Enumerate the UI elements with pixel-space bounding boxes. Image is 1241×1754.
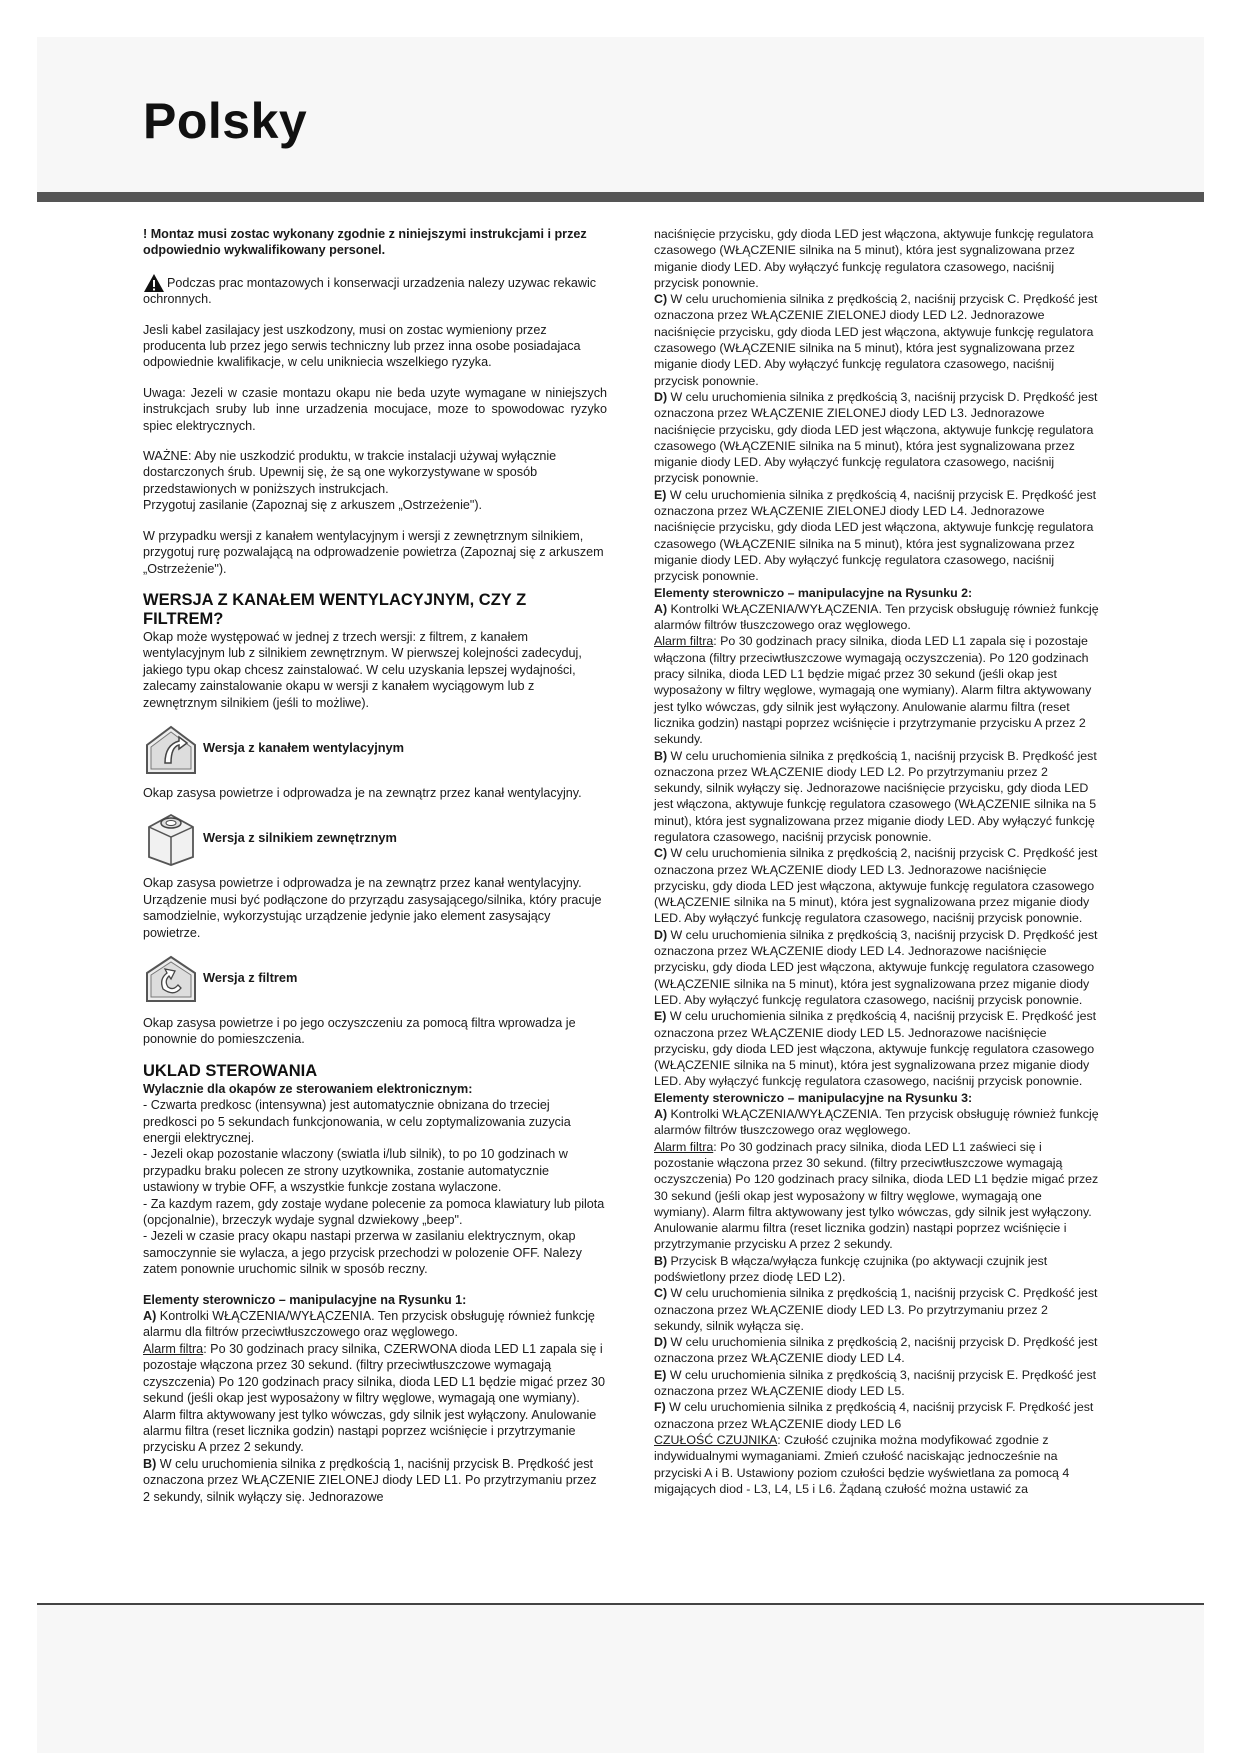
- warning-paragraph: Podczas prac montazowych i konserwacji urzadzenia nalezy uzywac rekawic ochronnych.: [143, 275, 597, 307]
- r3-item-f: F) W celu uruchomienia silnika z prędkością 4, naciśnij przycisk F. Prędkość jest oznaczona przez WŁĄCZENIE diody LED L6: [654, 1400, 1094, 1431]
- motor-version-label: Wersja z silnikiem zewnętrznym: [203, 830, 397, 846]
- uklad-item-2: - Jezeli okap pozostanie wlaczony (swiatla i/lub silnik), to po 10 godzinach w przypadku braku polecen ze strony uzytkownika, zostanie automatycznie ustawiony w trybie OFF, a wszystkie funkcje zostana wylaczone.: [143, 1147, 568, 1195]
- r3-item-a: A) Kontrolki WŁĄCZENIA/WYŁĄCZENIA. Ten przycisk obsługuję również funkcję alarmów filtrów tłuszczowego oraz węglowego.: [654, 1107, 1099, 1138]
- footer-band: [37, 1603, 1204, 1753]
- wersja-paragraph: W przypadku wersji z kanałem wentylacyjnym i wersji z zewnętrznym silnikiem, przygotuj rurę pozwalającą na odprowadzenie powietrza (Zapoznaj się z arkuszem „Ostrzeżenie").: [143, 528, 604, 576]
- rysunek-2-heading: Elementy sterowniczo – manipulacyjne na Rysunku 2:: [654, 585, 973, 600]
- r1-item-d: D) W celu uruchomienia silnika z prędkością 3, naciśnij przycisk D. Prędkość jest oznaczona przez WŁĄCZENIE ZIELONEJ diody LED L3. Jednorazowe naciśnięcie przycisku, gdy dioda LED jest włączona, aktywuje funkcję regulatora czasowego (WŁĄCZENIE silnika na 5 minut), która jest sygnalizowana przez miganie diody LED. Aby wyłączyć funkcję regulatora czasowego, naciśnij przycisk ponownie.: [654, 389, 1098, 486]
- version-filter-row: [143, 949, 607, 1007]
- r2-alarm: Alarm filtra: Po 30 godzinach pracy silnika, dioda LED L1 zapala się i pozostaje włączona (filtry przeciwtłuszczowe wymagają oczyszczenia). Po 120 godzinach pracy silnika, dioda LED L1 będzie migać przez 30 sekund (jeśli okap jest wyposażony w filtry węglowe, wymagają one wymiany). Alarm filtra aktywowany jest tylko wówczas, gdy silnik jest wyłączony. Anulowanie alarmu filtra (reset licznika godzin) nastąpi poprzez wciśnięcie i przytrzymanie przycisku A przez 2 sekundy.: [654, 634, 1092, 747]
- warning-triangle-icon: [143, 273, 165, 293]
- r3-item-d: D) W celu uruchomienia silnika z prędkością 2, naciśnij przycisk D. Prędkość jest oznaczona przez WŁĄCZENIE diody LED L4.: [654, 1335, 1098, 1366]
- r1-item-e: E) W celu uruchomienia silnika z prędkością 4, naciśnij przycisk E. Prędkość jest oznaczona przez WŁĄCZENIE ZIELONEJ diody LED L4. Jednorazowe naciśnięcie przycisku, gdy dioda LED jest włączona, aktywuje funkcję regulatora czasowego (WŁĄCZENIE silnika na 5 minut), która jest sygnalizowana przez miganie diody LED. Aby wyłączyć funkcję regulatora czasowego, naciśnij przycisk ponownie.: [654, 487, 1097, 584]
- uklad-item-1: - Czwarta predkosc (intensywna) jest automatycznie obnizana do trzeciej predkosci po 5 sekundach funkcjonowania, w celu zoptymalizowania zuzycia energii elektrycznej.: [143, 1098, 571, 1145]
- czulosc-paragraph: CZUŁOŚĆ CZUJNIKA: Czułość czujnika można modyfikować zgodnie z indywidualnymi wymaganiami. Zmień czułość naciskając jednocześnie na przyciski A i B. Ustawiony poziom czułości będzie wyświetlana za pomocą 4 migających diod - L3, L4, L5 i L6. Żądaną czułość można ustawić za: [654, 1432, 1070, 1496]
- r2-item-c: C) W celu uruchomienia silnika z prędkością 2, naciśnij przycisk C. Prędkość jest oznaczona przez WŁĄCZENIE diody LED L3. Jednorazowe naciśnięcie przycisku, gdy dioda LED jest włączona, aktywuje funkcję regulatora czasowego (WŁĄCZENIE silnika na 5 minut), która jest sygnalizowana przez miganie diody LED. Aby wyłączyć funkcję regulatora czasowego, naciśnij przycisk ponownie.: [654, 846, 1098, 926]
- r1-alarm: Alarm filtra: Po 30 godzinach pracy silnika, CZERWONA dioda LED L1 zapala się i pozostaje włączona przez 30 sekund. (filtry przeciwtłuszczowe wymagają czyszczenia) Po 120 godzinach pracy silnika, dioda LED L1 będzie migać przez 30 sekund (jeśli okap jest wyposażony w filtry węglowe, wymagają one wymiany). Alarm filtra aktywowany jest tylko wówczas, gdy silnik jest wyłączony. Anulowanie alarmu filtra (reset licznika godzin) nastąpi poprzez wciśnięcie i przytrzymanie przycisku A przez 2 sekundy.: [143, 1341, 606, 1455]
- intro-paragraph: ! Montaz musi zostac wykonany zgodnie z niniejszymi instrukcjami i przez odpowiednio wykwalifikowany personel.: [143, 227, 587, 258]
- wazne-paragraph: WAŻNE: Aby nie uszkodzić produktu, w trakcie instalacji używaj wyłącznie dostarczonych śrub. Upewnij się, że są one wykorzystywane w sposób przedstawionych w poniższych instrukcjach.: [143, 449, 557, 496]
- motor-version-desc: Okap zasysa powietrze i odprowadza je na zewnątrz przez kanał wentylacyjny. Urządzenie musi być podłączone do przyrządu zasysającego/silnika, który pracuje samodzielnie, wykorzystując urządzenie jedynie jako element zasysający powietrze.: [143, 876, 602, 940]
- r2-item-e: E) W celu uruchomienia silnika z prędkością 4, naciśnij przycisk E. Prędkość jest oznaczona przez WŁĄCZENIE diody LED L5. Jednorazowe naciśnięcie przycisku, gdy dioda LED jest włączona, aktywuje funkcję regulatora czasowego (WŁĄCZENIE silnika na 5 minut), która jest sygnalizowana przez miganie diody LED. Aby wyłączyć funkcję regulatora czasowego, naciśnij przycisk ponownie.: [654, 1009, 1097, 1089]
- r1-item-b: B) W celu uruchomienia silnika z prędkością 1, naciśnij przycisk B. Prędkość jest oznaczona przez WŁĄCZENIE ZIELONEJ diody LED L1. Po przytrzymaniu przez 2 sekundy, silnik wyłączy się. Jednorazowe: [143, 1456, 597, 1504]
- r3-alarm: Alarm filtra: Po 30 godzinach pracy silnika, dioda LED L1 zaświeci się i pozostanie włączona przez 30 sekund. (filtry przeciwtłuszczowe wymagają oczyszczenia) Po 120 godzinach pracy silnika, dioda LED L1 będzie migać przez 30 sekund (jeśli okap jest wyposażony w filtry węglowe, wymagają one wymiany). Alarm filtra aktywowany jest tylko wówczas, gdy silnik jest wyłączony. Anulowanie alarmu filtra (reset licznika godzin) nastąpi poprzez wciśnięcie i przytrzymanie przycisku A przez 2 sekundy.: [654, 1139, 1099, 1252]
- zasilanie-paragraph: Przygotuj zasilanie (Zapoznaj się z arkuszem „Ostrzeżenie").: [143, 498, 483, 513]
- r3-item-b: B) Przycisk B włącza/wyłącza funkcję czujnika (po aktywacji czujnik jest podświetlony przez diodę LED L2).: [654, 1253, 1048, 1284]
- duct-version-icon: [143, 719, 199, 777]
- r1-item-a: A) Kontrolki WŁĄCZENIA/WYŁĄCZENIA. Ten przycisk obsługuję również funkcję alarmu dla filtrów przeciwtłuszczowego oraz węglowego.: [143, 1309, 595, 1340]
- uklad-item-3: - Za kazdym razem, gdy zostaje wydane polecenie za pomoca klawiatury lub pilota (opcjonalnie), brzeczyk wydaje sygnal dzwiekowy „beep".: [143, 1196, 605, 1228]
- section-heading-uklad: UKLAD STEROWANIA: [143, 1061, 318, 1080]
- duct-version-desc: Okap zasysa powietrze i odprowadza je na zewnątrz przez kanał wentylacyjny.: [143, 785, 582, 800]
- r1-item-c: C) W celu uruchomienia silnika z prędkością 2, naciśnij przycisk C. Prędkość jest oznaczona przez WŁĄCZENIE ZIELONEJ diody LED L2. Jednorazowe naciśnięcie przycisku, gdy dioda LED jest włączona, aktywuje funkcję regulatora czasowego (WŁĄCZENIE silnika na 5 minut), która jest sygnalizowana przez miganie diody LED. Aby wyłączyć funkcję regulatora czasowego, naciśnij przycisk ponownie.: [654, 292, 1098, 388]
- section-heading-wersja: WERSJA Z KANAŁEM WENTYLACYJNYM, CZY Z FILTREM?: [143, 590, 527, 628]
- r2-item-a: A) Kontrolki WŁĄCZENIA/WYŁĄCZENIA. Ten przycisk obsługuję również funkcję alarmów filtrów tłuszczowego oraz węglowego.: [654, 601, 1099, 633]
- right-column: [654, 226, 1100, 1497]
- okap-paragraph: Okap może występować w jednej z trzech wersji: z filtrem, z kanałem wentylacyjnym lub z silnikiem zewnętrznym. W pierwszej kolejności zadecyduj, jakiego typu okap chcesz zainstalować. W celu uzyskania lepszej wydajności, zalecamy zainstalowanie okapu w wersji z kanałem wyciągowym lub z zewnętrznym silnikiem (jeśli to możliwe).: [143, 629, 582, 710]
- r2-item-b: B) W celu uruchomienia silnika z prędkością 1, naciśnij przycisk B. Prędkość jest oznaczona przez WŁĄCZENIE diody LED L2. Po przytrzymaniu przez 2 sekundy, silnik wyłączy się. Jednorazowe naciśnięcie przycisku, gdy dioda LED jest włączona, aktywuje funkcję regulatora czasowego (WŁĄCZENIE silnika na 5 minut), która jest sygnalizowana przez miganie diody LED. Aby wyłączyć funkcję regulatora czasowego, naciśnij przycisk ponownie.: [654, 748, 1097, 844]
- r3-item-e: E) W celu uruchomienia silnika z prędkością 3, naciśnij przycisk E. Prędkość jest oznaczona przez WŁĄCZENIE diody LED L5.: [654, 1367, 1097, 1399]
- page-title: Polsky: [143, 93, 308, 149]
- duct-version-label: Wersja z kanałem wentylacyjnym: [203, 739, 405, 755]
- top-rule: [37, 192, 1204, 202]
- r1-item-b-cont: naciśnięcie przycisku, gdy dioda LED jest włączona, aktywuje funkcję regulatora czasowego (WŁĄCZENIE silnika na 5 minut), która jest sygnalizowana przez miganie diody LED. Aby wyłączyć funkcję regulatora czasowego, naciśnij przycisk ponownie.: [654, 227, 1094, 290]
- bottom-rule: [37, 1603, 1204, 1605]
- r3-item-c: C) W celu uruchomienia silnika z prędkością 1, naciśnij przycisk C. Prędkość jest oznaczona przez WŁĄCZENIE diody LED L3. Po przytrzymaniu przez 2 sekundy, silnik wyłącza się.: [654, 1286, 1098, 1333]
- uklad-item-4: - Jezeli w czasie pracy okapu nastapi przerwa w zasilaniu elektrycznym, okap samoczynnie sie wylacza, a jego przycisk przechodzi w polozenie OFF. Nalezy zatem ponownie uruchomic silnik w sposób reczny.: [143, 1229, 582, 1277]
- version-duct-row: [143, 719, 607, 777]
- left-column: [143, 226, 607, 1505]
- uwaga-paragraph: Uwaga: Jezeli w czasie montazu okapu nie beda uzyte wymagane w niniejszych instrukcjach sruby lub inne urzadzenia mocujace, moze to spowodowac ryzyko spiec elektrycznych.: [143, 385, 607, 433]
- external-motor-icon: [143, 809, 199, 867]
- r2-item-d: D) W celu uruchomienia silnika z prędkością 3, naciśnij przycisk D. Prędkość jest oznaczona przez WŁĄCZENIE diody LED L4. Jednorazowe naciśnięcie przycisku, gdy dioda LED jest włączona, aktywuje funkcję regulatora czasowego (WŁĄCZENIE silnika na 5 minut), która jest sygnalizowana przez miganie diody LED. Aby wyłączyć funkcję regulatora czasowego, naciśnij przycisk ponownie.: [654, 927, 1098, 1007]
- filter-version-icon: [143, 949, 199, 1007]
- filter-version-desc: Okap zasysa powietrze i po jego oczyszczeniu za pomocą filtra wprowadza je ponownie do pomieszczenia.: [143, 1015, 576, 1047]
- version-motor-row: [143, 809, 607, 867]
- rysunek-1-heading: Elementy sterowniczo – manipulacyjne na Rysunku 1:: [143, 1292, 467, 1307]
- uklad-subheading: Wylacznie dla okapów ze sterowaniem elektronicznym:: [143, 1081, 473, 1096]
- rysunek-3-heading: Elementy sterowniczo – manipulacyjne na Rysunku 3:: [654, 1090, 973, 1105]
- filter-version-label: Wersja z filtrem: [203, 969, 298, 985]
- cable-paragraph: Jesli kabel zasilajacy jest uszkodzony, musi on zostac wymieniony przez producenta lub przez jego serwis techniczny lub przez inna osobe posiadajaca odpowiednie kwalifikacje, w celu unikniecia wszelkiego ryzyka.: [143, 322, 581, 370]
